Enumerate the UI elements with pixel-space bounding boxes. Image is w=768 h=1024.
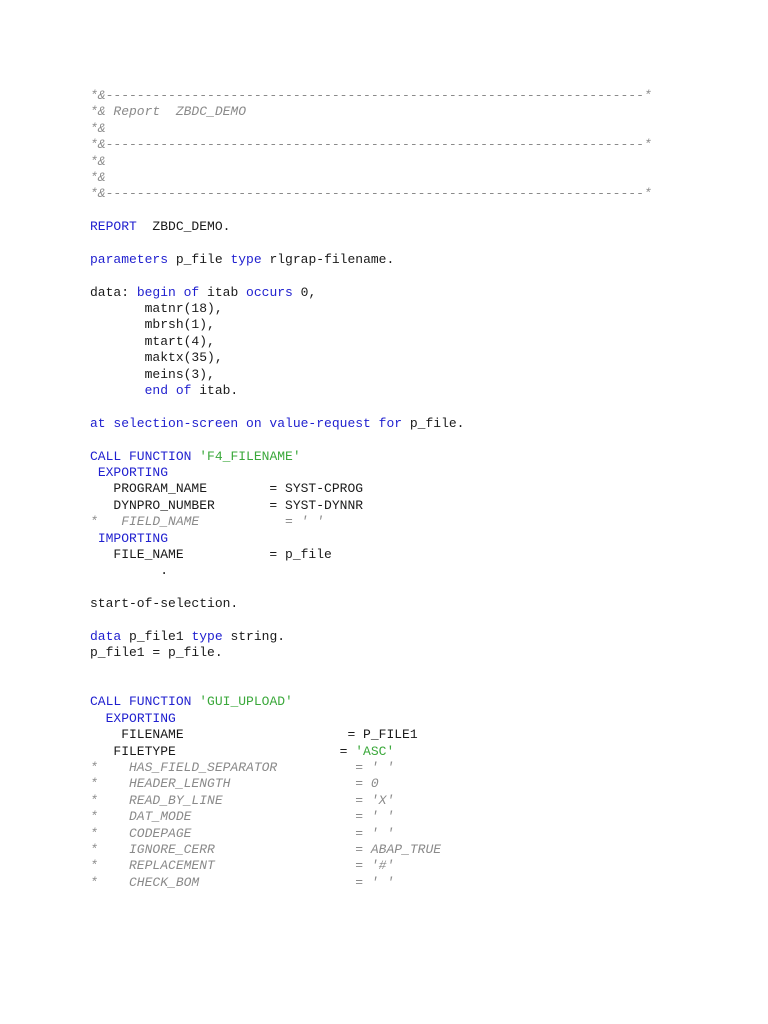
code-line bbox=[90, 252, 652, 268]
code-text: itab bbox=[199, 284, 247, 300]
keyword: at selection-screen on value-request for bbox=[90, 415, 403, 431]
code-line bbox=[90, 629, 652, 645]
code-line bbox=[90, 383, 652, 399]
code-line bbox=[90, 367, 652, 383]
code-text: DYNPRO_NUMBER = SYST-DYNNR bbox=[90, 497, 364, 513]
code-line bbox=[90, 137, 652, 153]
blank-line bbox=[90, 678, 652, 694]
code-line bbox=[90, 88, 652, 104]
comment: * HEADER_LENGTH = 0 bbox=[90, 776, 379, 792]
comment: *& bbox=[90, 153, 106, 169]
code-text: FILE_NAME = p_file bbox=[90, 546, 332, 562]
keyword: IMPORTING bbox=[97, 530, 169, 546]
comment: * DAT_MODE = ' ' bbox=[90, 809, 395, 825]
comment: * IGNORE_CERR = ABAP_TRUE bbox=[90, 841, 442, 857]
code-line bbox=[90, 465, 652, 481]
blank-line bbox=[90, 580, 652, 596]
string-literal: 'ASC' bbox=[355, 743, 395, 759]
blank-line bbox=[90, 432, 652, 448]
comment: *& bbox=[90, 169, 106, 185]
code-line bbox=[90, 858, 652, 874]
keyword: CALL FUNCTION bbox=[90, 694, 192, 710]
code-line bbox=[90, 596, 652, 612]
code-line bbox=[90, 301, 652, 317]
code-text: FILETYPE = bbox=[90, 743, 356, 759]
code-text: mbrsh(1), bbox=[90, 317, 215, 333]
code-line bbox=[90, 760, 652, 776]
comment: * FIELD_NAME = ' ' bbox=[90, 514, 325, 530]
code-line bbox=[90, 842, 652, 858]
code-line bbox=[90, 531, 652, 547]
code-line bbox=[90, 645, 652, 661]
code-text: ZBDC_DEMO. bbox=[136, 219, 231, 235]
code-line bbox=[90, 334, 652, 350]
code-text: maktx(35), bbox=[90, 350, 223, 366]
code-line bbox=[90, 793, 652, 809]
code-line bbox=[90, 121, 652, 137]
comment: *& bbox=[90, 120, 106, 136]
code-line bbox=[90, 711, 652, 727]
blank-line bbox=[90, 662, 652, 678]
comment: * READ_BY_LINE = 'X' bbox=[90, 792, 395, 808]
comment: * HAS_FIELD_SEPARATOR = ' ' bbox=[90, 760, 395, 776]
code-text bbox=[90, 465, 98, 480]
comment: * CHECK_BOM = ' ' bbox=[90, 874, 395, 890]
keyword: end of bbox=[144, 383, 192, 399]
code-line bbox=[90, 809, 652, 825]
code-text: matnr(18), bbox=[90, 301, 223, 317]
code-text: mtart(4), bbox=[90, 333, 215, 349]
code-line bbox=[90, 186, 652, 202]
code-text: p_file1 = p_file. bbox=[90, 645, 223, 661]
blank-line bbox=[90, 236, 652, 252]
code-text bbox=[90, 531, 98, 546]
code-text: itab. bbox=[191, 383, 239, 399]
code-text bbox=[90, 711, 106, 726]
code-text: FILENAME = P_FILE1 bbox=[90, 727, 418, 743]
code-line bbox=[90, 826, 652, 842]
code-line bbox=[90, 563, 652, 579]
code-line bbox=[90, 350, 652, 366]
code-text: PROGRAM_NAME = SYST-CPROG bbox=[90, 481, 364, 497]
blank-line bbox=[90, 203, 652, 219]
code-text bbox=[90, 383, 145, 398]
comment: *&---------------------------------------------------------------------* bbox=[90, 137, 652, 153]
code-text: meins(3), bbox=[90, 366, 215, 382]
keyword: begin of bbox=[136, 284, 200, 300]
keyword: EXPORTING bbox=[97, 464, 169, 480]
keyword: EXPORTING bbox=[105, 710, 176, 726]
comment: *&---------------------------------------------------------------------* bbox=[90, 88, 652, 103]
string-literal: 'F4_FILENAME' bbox=[199, 448, 301, 464]
code-line bbox=[90, 776, 652, 792]
string-literal: 'GUI_UPLOAD' bbox=[199, 694, 293, 710]
code-line bbox=[90, 547, 652, 563]
keyword: type bbox=[191, 628, 223, 644]
code-text: p_file. bbox=[402, 415, 465, 431]
code-line bbox=[90, 317, 652, 333]
comment: * CODEPAGE = ' ' bbox=[90, 825, 395, 841]
keyword: type bbox=[230, 251, 262, 267]
code-line bbox=[90, 694, 652, 710]
code-line bbox=[90, 727, 652, 743]
code-text: data: bbox=[90, 284, 137, 300]
code-line bbox=[90, 875, 652, 891]
comment: *& Report ZBDC_DEMO bbox=[90, 104, 247, 120]
code-text: . bbox=[90, 563, 169, 579]
code-text: 0, bbox=[292, 284, 317, 300]
keyword: data bbox=[90, 628, 122, 644]
code-text: p_file bbox=[168, 251, 231, 267]
code-line bbox=[90, 481, 652, 497]
keyword: parameters bbox=[90, 251, 169, 267]
code-text: p_file1 bbox=[121, 628, 192, 644]
keyword: REPORT bbox=[90, 219, 137, 235]
blank-line bbox=[90, 399, 652, 415]
keyword: CALL FUNCTION bbox=[90, 448, 192, 464]
blank-line bbox=[90, 613, 652, 629]
code-line bbox=[90, 285, 652, 301]
code-line bbox=[90, 154, 652, 170]
code-line bbox=[90, 219, 652, 235]
code-line bbox=[90, 170, 652, 186]
blank-line bbox=[90, 268, 652, 284]
keyword: occurs bbox=[246, 284, 293, 300]
comment: * REPLACEMENT = '#' bbox=[90, 858, 395, 874]
comment: *&---------------------------------------------------------------------* bbox=[90, 186, 652, 202]
code-line bbox=[90, 514, 652, 530]
abap-code-listing bbox=[90, 88, 652, 891]
code-line bbox=[90, 744, 652, 760]
code-line bbox=[90, 104, 652, 120]
code-text: rlgrap-filename. bbox=[261, 251, 395, 267]
code-text: start-of-selection. bbox=[90, 596, 239, 612]
code-line bbox=[90, 449, 652, 465]
code-text: string. bbox=[222, 628, 286, 644]
code-line bbox=[90, 416, 652, 432]
code-line bbox=[90, 498, 652, 514]
